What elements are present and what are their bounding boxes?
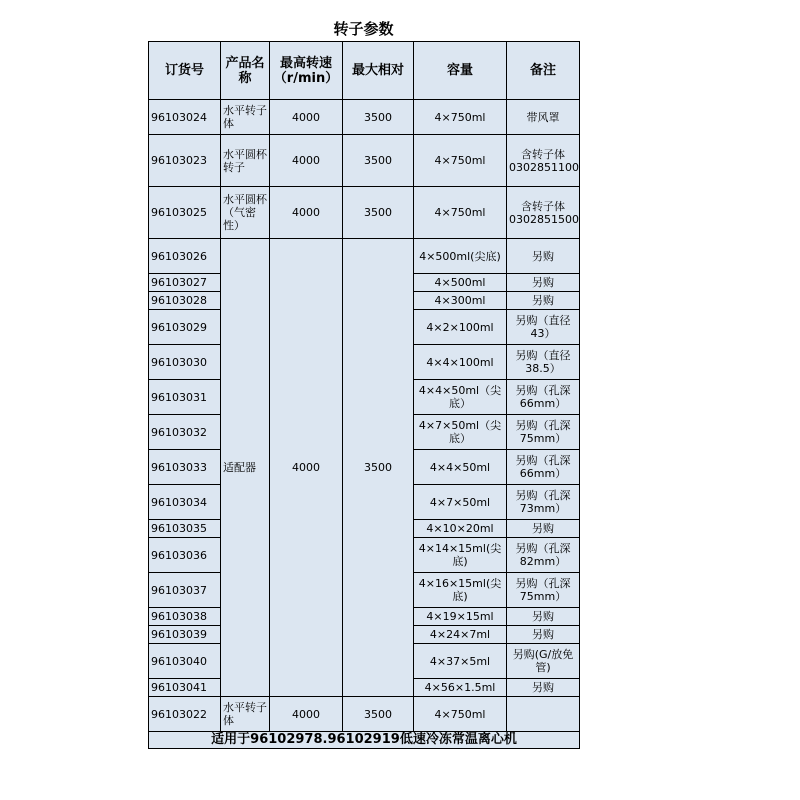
header-max-speed: 最高转速（r/min） (270, 42, 343, 100)
capacity-cell: 4×19×15ml (414, 608, 507, 626)
capacity-cell: 4×300ml (414, 292, 507, 310)
table-row (149, 239, 580, 274)
page-title: 转子参数 (333, 20, 394, 38)
remarks-cell: 另购（孔深66mm） (507, 450, 580, 485)
remarks-cell: 另购（孔深66mm） (507, 380, 580, 415)
order-no-cell: 96103038 (149, 608, 221, 626)
table-row (149, 135, 580, 187)
capacity-cell: 4×7×50ml（尖底） (414, 415, 507, 450)
remarks-cell: 另购 (507, 520, 580, 538)
remarks-cell: 另购 (507, 239, 580, 274)
product-name-cell: 水平圆杯转子 (221, 135, 270, 187)
remarks-cell: 另购 (507, 292, 580, 310)
table-row (149, 697, 580, 732)
order-no-cell: 96103027 (149, 274, 221, 292)
header-capacity: 容量 (414, 42, 507, 100)
order-no-cell: 96103024 (149, 100, 221, 135)
capacity-cell: 4×56×1.5ml (414, 679, 507, 697)
product-name-cell: 水平转子体 (221, 697, 270, 732)
order-no-cell: 96103036 (149, 538, 221, 573)
order-no-cell: 96103034 (149, 485, 221, 520)
remarks-cell: 另购（孔深75mm） (507, 415, 580, 450)
order-no-cell: 96103022 (149, 697, 221, 732)
order-no-cell: 96103026 (149, 239, 221, 274)
order-no-cell: 96103033 (149, 450, 221, 485)
remarks-cell: 另购（直径38.5） (507, 345, 580, 380)
order-no-cell: 96103032 (149, 415, 221, 450)
capacity-cell: 4×4×50ml (414, 450, 507, 485)
footer-row (149, 732, 580, 749)
capacity-cell: 4×14×15ml(尖底) (414, 538, 507, 573)
remarks-cell: 另购（孔深73mm） (507, 485, 580, 520)
order-no-cell: 96103023 (149, 135, 221, 187)
capacity-cell: 4×750ml (414, 187, 507, 239)
remarks-cell: 另购（孔深75mm） (507, 573, 580, 608)
table-row (149, 187, 580, 239)
max-speed-cell: 4000 (270, 239, 343, 697)
max-speed-cell: 4000 (270, 135, 343, 187)
remarks-cell: 另购 (507, 608, 580, 626)
max-speed-cell: 4000 (270, 100, 343, 135)
max-rcf-cell: 3500 (343, 239, 414, 697)
order-no-cell: 96103030 (149, 345, 221, 380)
header-product-name: 产品名称 (221, 42, 270, 100)
product-name-cell: 适配器 (221, 239, 270, 697)
order-no-cell: 96103031 (149, 380, 221, 415)
capacity-cell: 4×500ml (414, 274, 507, 292)
capacity-cell: 4×37×5ml (414, 644, 507, 679)
order-no-cell: 96103025 (149, 187, 221, 239)
remarks-cell: 另购 (507, 679, 580, 697)
capacity-cell: 4×750ml (414, 697, 507, 732)
remarks-cell: 带风罩 (507, 100, 580, 135)
capacity-cell: 4×750ml (414, 100, 507, 135)
capacity-cell: 4×750ml (414, 135, 507, 187)
capacity-cell: 4×16×15ml(尖底) (414, 573, 507, 608)
header-remarks: 备注 (507, 42, 580, 100)
order-no-cell: 96103041 (149, 679, 221, 697)
max-speed-cell: 4000 (270, 187, 343, 239)
order-no-cell: 96103035 (149, 520, 221, 538)
order-no-cell: 96103029 (149, 310, 221, 345)
remarks-cell (507, 697, 580, 732)
capacity-cell: 4×24×7ml (414, 626, 507, 644)
header-order-no: 订货号 (149, 42, 221, 100)
capacity-cell: 4×4×100ml (414, 345, 507, 380)
remarks-cell: 含转子体0302851500 (507, 187, 580, 239)
remarks-cell: 另购(G/放免管) (507, 644, 580, 679)
order-no-cell: 96103037 (149, 573, 221, 608)
max-rcf-cell: 3500 (343, 135, 414, 187)
capacity-cell: 4×2×100ml (414, 310, 507, 345)
capacity-cell: 4×4×50ml（尖底） (414, 380, 507, 415)
product-name-cell: 水平转子体 (221, 100, 270, 135)
remarks-cell: 另购（直径43） (507, 310, 580, 345)
product-name-cell: 水平圆杯（气密性） (221, 187, 270, 239)
table-footer-note: 适用于96102978.96102919低速冷冻常温离心机 (149, 732, 580, 749)
order-no-cell: 96103040 (149, 644, 221, 679)
remarks-cell: 另购 (507, 626, 580, 644)
max-rcf-cell: 3500 (343, 187, 414, 239)
capacity-cell: 4×10×20ml (414, 520, 507, 538)
order-no-cell: 96103039 (149, 626, 221, 644)
capacity-cell: 4×500ml(尖底) (414, 239, 507, 274)
max-rcf-cell: 3500 (343, 100, 414, 135)
header-row (149, 42, 580, 100)
table-row (149, 100, 580, 135)
remarks-cell: 含转子体0302851100 (507, 135, 580, 187)
remarks-cell: 另购 (507, 274, 580, 292)
max-rcf-cell: 3500 (343, 697, 414, 732)
header-max-rcf: 最大相对 (343, 42, 414, 100)
rotor-spec-table (148, 41, 580, 749)
capacity-cell: 4×7×50ml (414, 485, 507, 520)
max-speed-cell: 4000 (270, 697, 343, 732)
remarks-cell: 另购（孔深82mm） (507, 538, 580, 573)
order-no-cell: 96103028 (149, 292, 221, 310)
